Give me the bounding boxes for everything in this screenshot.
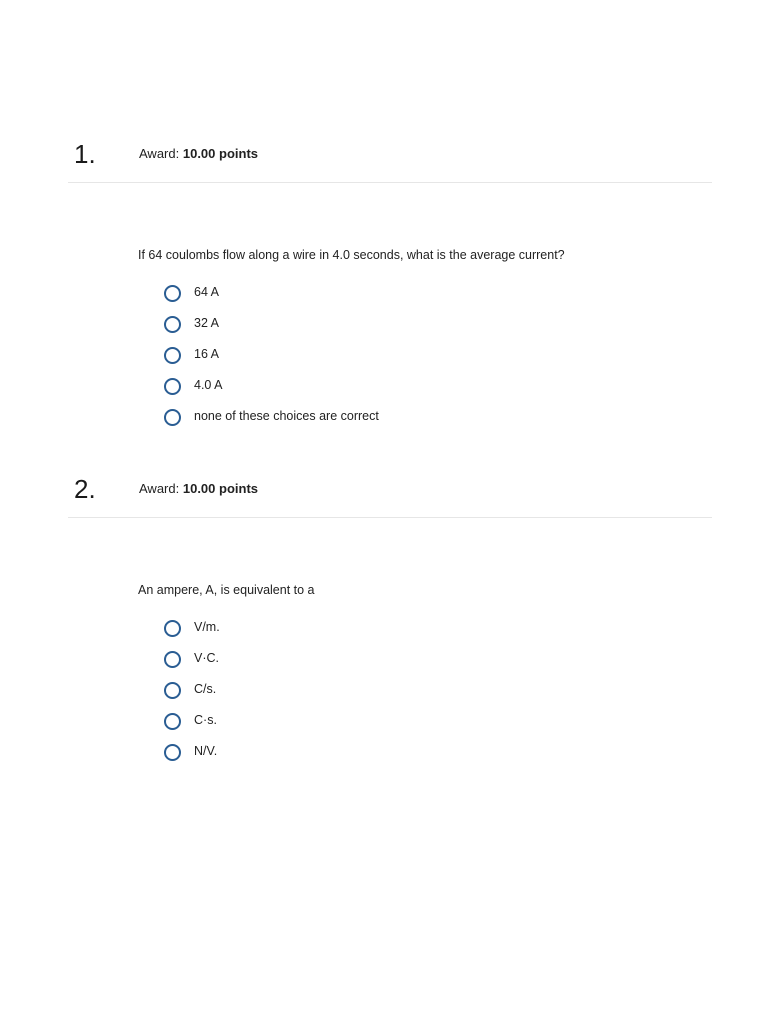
answer-option[interactable]: [164, 340, 379, 371]
radio-button[interactable]: [164, 744, 181, 761]
option-label: 16 A: [194, 347, 220, 361]
radio-button[interactable]: [164, 682, 181, 699]
radio-button[interactable]: [164, 378, 181, 395]
option-label: none of these choices are correct: [194, 409, 379, 423]
option-label: C/s.: [194, 682, 217, 696]
option-label: N/V.: [194, 744, 218, 758]
question-1: [68, 138, 712, 423]
answer-options: [164, 278, 379, 433]
question-number: 1.: [74, 139, 96, 169]
radio-button[interactable]: [164, 316, 181, 333]
answer-options: [164, 613, 220, 768]
option-label: 64 A: [194, 285, 220, 299]
question-number: 2.: [74, 474, 96, 504]
question-prompt: If 64 coulombs flow along a wire in 4.0 seconds, what is the average current?: [138, 248, 565, 262]
answer-option[interactable]: [164, 644, 220, 675]
award-info: [139, 146, 258, 162]
award-points: 10.00 points: [182, 146, 258, 161]
option-label: 4.0 A: [194, 378, 223, 392]
option-label: V·C.: [194, 651, 219, 665]
radio-button[interactable]: [164, 285, 181, 302]
award-label: Award:: [139, 481, 180, 496]
radio-button[interactable]: [164, 409, 181, 426]
answer-option[interactable]: [164, 371, 379, 402]
answer-option[interactable]: [164, 278, 379, 309]
radio-button[interactable]: [164, 651, 181, 668]
option-label: V/m.: [194, 620, 220, 634]
radio-button[interactable]: [164, 713, 181, 730]
award-info: [139, 481, 258, 497]
question-header: [68, 138, 712, 183]
answer-option[interactable]: [164, 402, 379, 433]
answer-option[interactable]: [164, 675, 220, 706]
question-header: [68, 473, 712, 518]
answer-option[interactable]: [164, 613, 220, 644]
option-label: C·s.: [194, 713, 217, 727]
radio-button[interactable]: [164, 620, 181, 637]
answer-option[interactable]: [164, 737, 220, 768]
radio-button[interactable]: [164, 347, 181, 364]
award-label: Award:: [139, 146, 180, 161]
answer-option[interactable]: [164, 309, 379, 340]
option-label: 32 A: [194, 316, 220, 330]
answer-option[interactable]: [164, 706, 220, 737]
award-points: 10.00 points: [182, 481, 258, 496]
question-prompt: An ampere, A, is equivalent to a: [138, 583, 315, 597]
question-2: [68, 473, 712, 758]
